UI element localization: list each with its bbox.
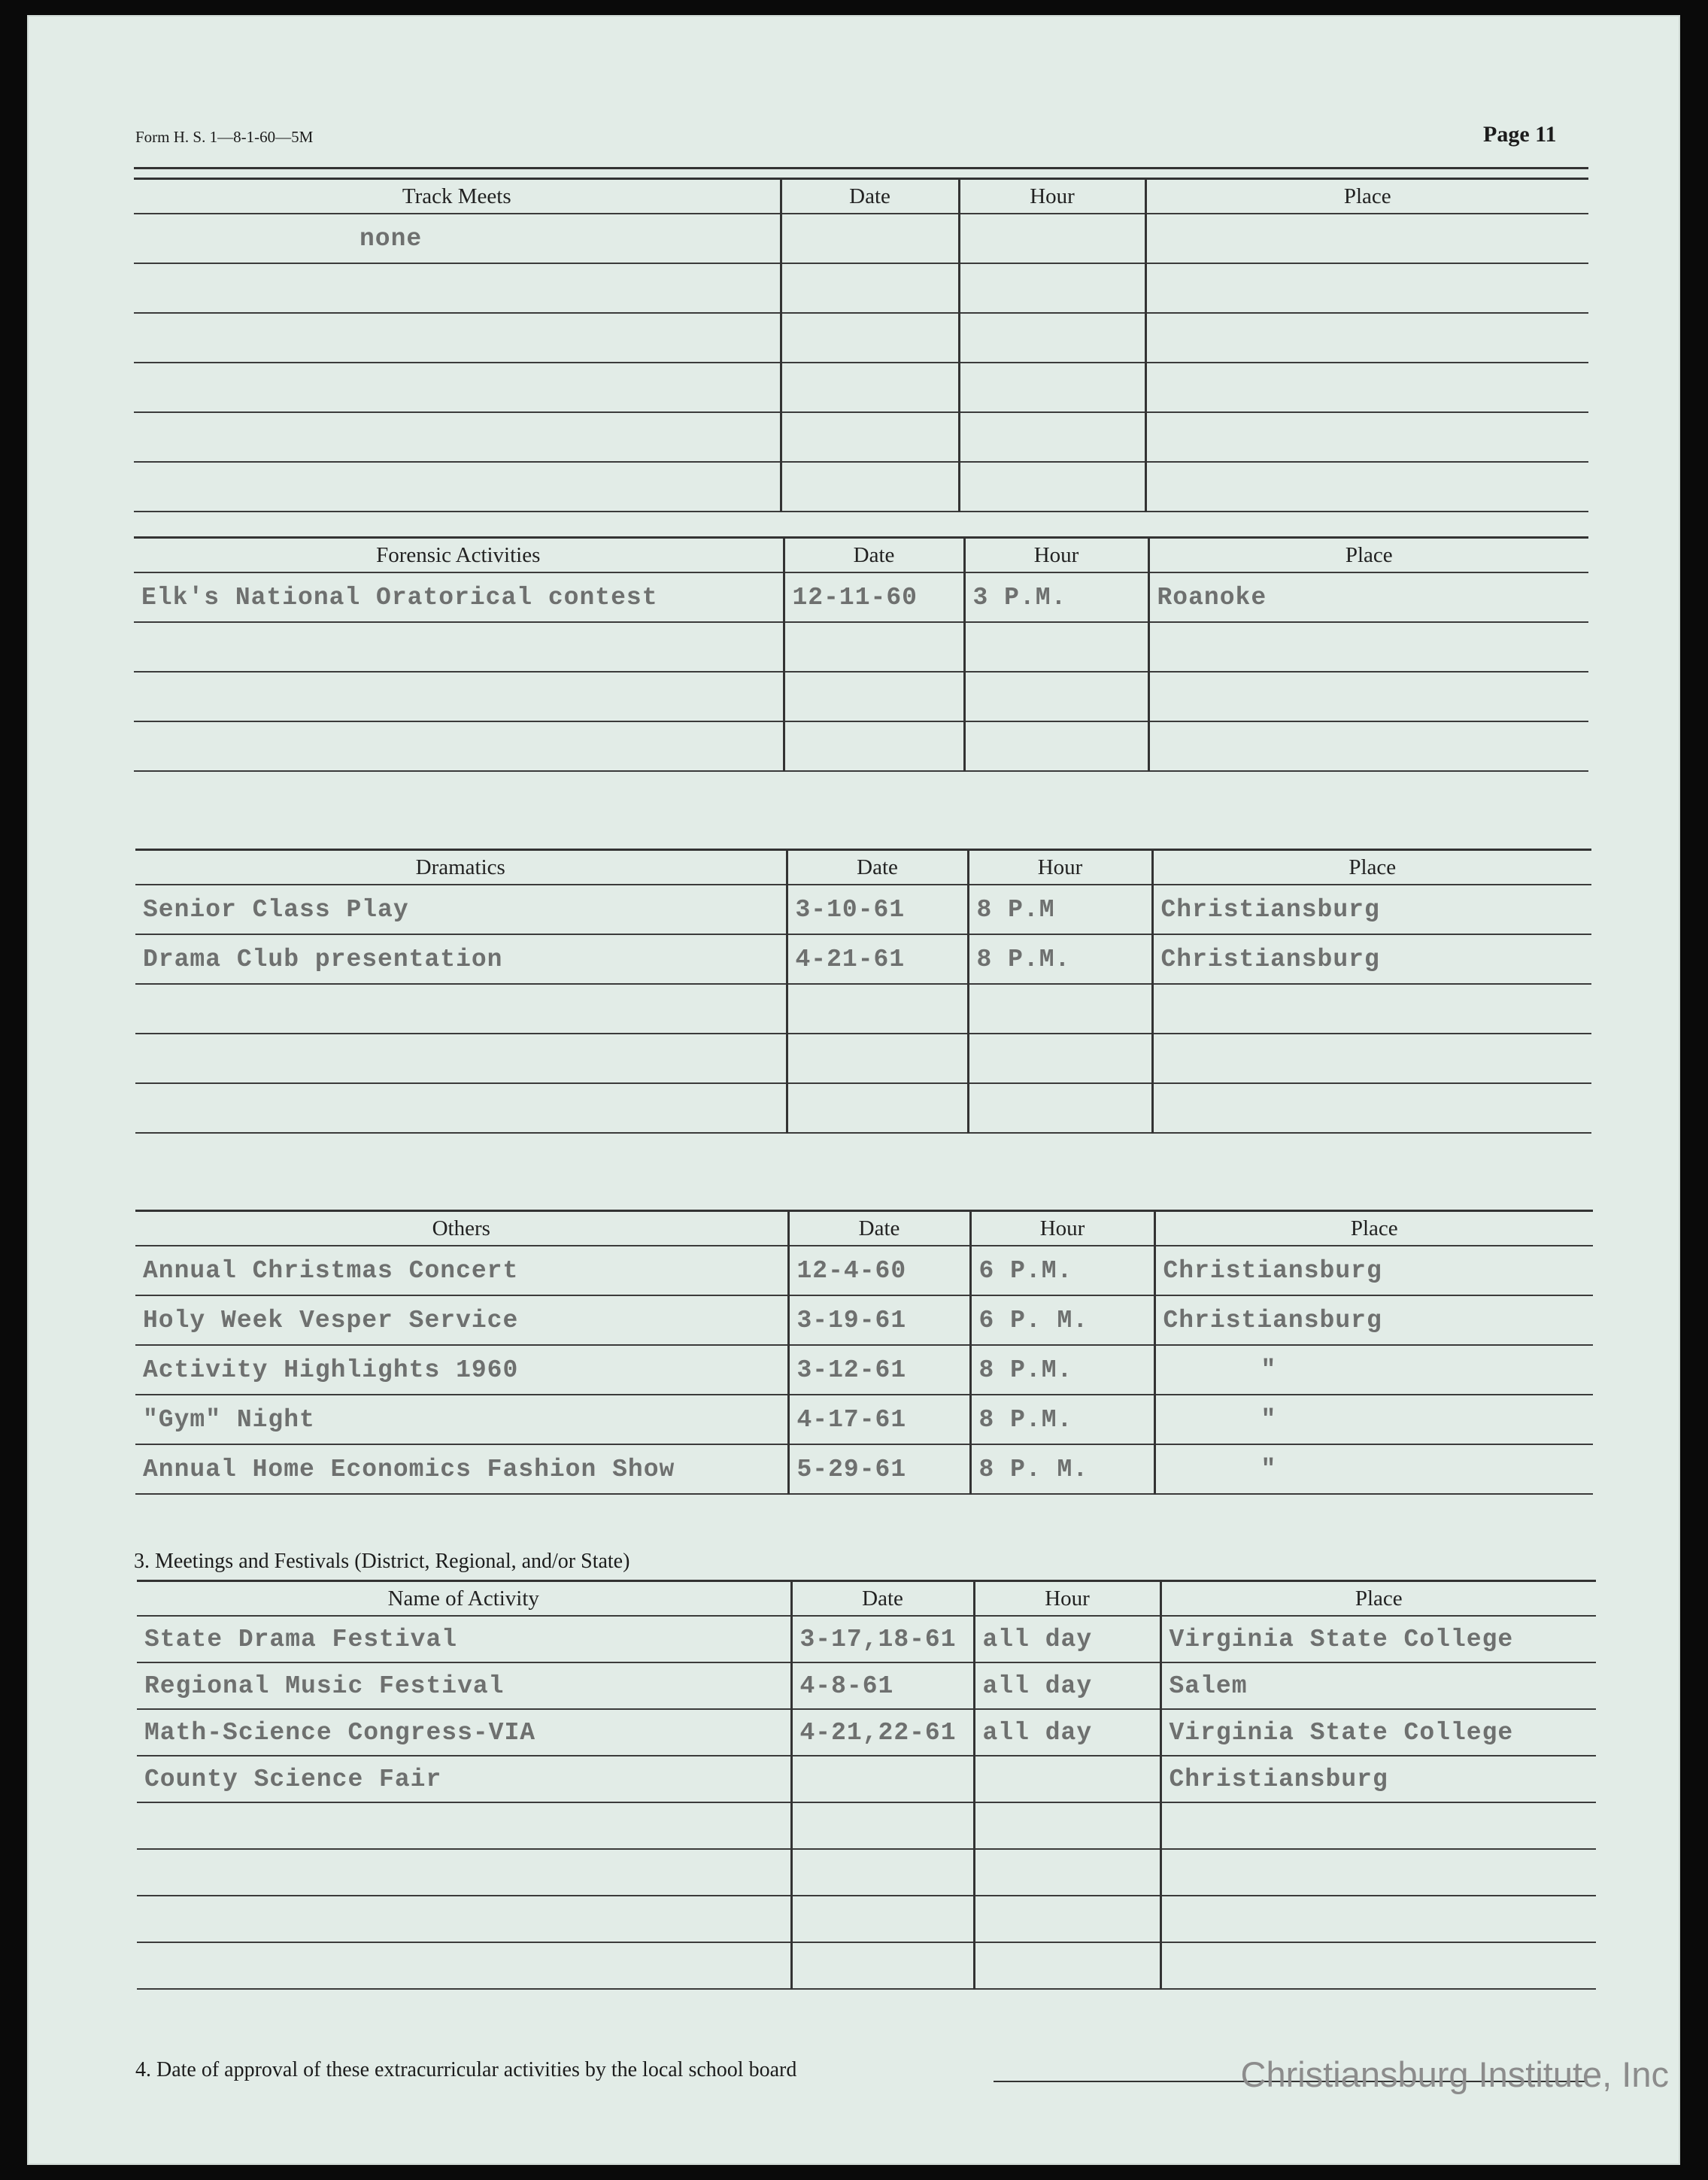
activity-cell[interactable] (137, 1942, 791, 1989)
table-row (137, 1616, 1596, 1662)
hour-cell[interactable]: all day (974, 1662, 1160, 1709)
place-cell[interactable]: " (1154, 1345, 1593, 1395)
table-row (137, 1802, 1596, 1849)
place-cell[interactable]: Roanoke (1148, 572, 1588, 622)
activity-cell[interactable]: Elk's National Oratorical contest (134, 572, 784, 622)
hour-cell[interactable]: 8 P. M. (970, 1444, 1154, 1494)
activity-cell[interactable]: Senior Class Play (135, 885, 787, 934)
date-cell[interactable] (784, 721, 964, 771)
place-cell[interactable] (1160, 1942, 1596, 1989)
place-cell[interactable] (1152, 984, 1591, 1034)
table-row (134, 672, 1588, 721)
dramatics-header: Dramatics (135, 850, 787, 885)
place-cell[interactable]: Christiansburg (1152, 885, 1591, 934)
date-cell[interactable]: 12-4-60 (788, 1246, 970, 1295)
activity-cell[interactable] (134, 721, 784, 771)
table-row (135, 934, 1591, 984)
table-row (137, 1849, 1596, 1896)
others-table (135, 1210, 1593, 1495)
date-header: Date (781, 179, 959, 214)
place-cell[interactable] (1148, 622, 1588, 672)
place-cell[interactable]: Virginia State College (1160, 1616, 1596, 1662)
table-row (135, 1083, 1591, 1133)
track-meets-header: Track Meets (134, 179, 781, 214)
hour-cell[interactable]: all day (974, 1616, 1160, 1662)
meetings-section-label: 3. Meetings and Festivals (District, Regional, and/or State) (134, 1550, 630, 1573)
meetings-festivals-table (137, 1580, 1596, 1990)
date-cell[interactable]: 4-8-61 (791, 1662, 974, 1709)
table-row (134, 363, 1588, 412)
forensic-header: Forensic Activities (134, 538, 784, 573)
table-row (134, 313, 1588, 363)
hour-cell[interactable]: 8 P.M. (970, 1395, 1154, 1444)
hour-cell[interactable] (974, 1849, 1160, 1896)
table-row (135, 1246, 1593, 1295)
place-cell[interactable] (1148, 672, 1588, 721)
table-row (135, 1345, 1593, 1395)
activity-cell[interactable] (137, 1896, 791, 1942)
hour-header: Hour (968, 850, 1152, 885)
place-cell[interactable] (1145, 462, 1588, 512)
place-cell[interactable] (1145, 363, 1588, 412)
place-cell[interactable] (1145, 412, 1588, 462)
date-header: Date (788, 1211, 970, 1246)
date-cell[interactable] (781, 214, 959, 263)
date-cell[interactable]: 12-11-60 (784, 572, 964, 622)
hour-cell[interactable] (968, 984, 1152, 1034)
hour-cell[interactable]: 3 P.M. (964, 572, 1148, 622)
header-rule (134, 167, 1588, 169)
place-cell[interactable]: Salem (1160, 1662, 1596, 1709)
table-row (134, 572, 1588, 622)
place-cell[interactable] (1152, 1034, 1591, 1083)
date-cell[interactable] (784, 672, 964, 721)
form-sheet (27, 15, 1680, 2165)
form-id: Form H. S. 1—8-1-60—5M (135, 128, 314, 146)
place-cell[interactable]: " (1154, 1444, 1593, 1494)
place-header: Place (1148, 538, 1588, 573)
date-cell[interactable] (787, 1083, 968, 1133)
date-cell[interactable]: 4-21-61 (787, 934, 968, 984)
activity-cell[interactable] (135, 984, 787, 1034)
activity-cell[interactable] (137, 1802, 791, 1849)
track-meets-table (134, 178, 1588, 512)
activity-cell[interactable] (134, 462, 781, 512)
activity-cell[interactable]: Activity Highlights 1960 (135, 1345, 788, 1395)
table-row (135, 885, 1591, 934)
date-cell[interactable] (781, 412, 959, 462)
hour-cell[interactable] (964, 622, 1148, 672)
table-row (135, 1444, 1593, 1494)
activity-cell[interactable]: "Gym" Night (135, 1395, 788, 1444)
activity-cell[interactable]: County Science Fair (137, 1756, 791, 1802)
date-cell[interactable]: 3-10-61 (787, 885, 968, 934)
dramatics-table (135, 849, 1591, 1134)
hour-cell[interactable] (959, 313, 1145, 363)
hour-cell[interactable] (959, 214, 1145, 263)
table-row (134, 412, 1588, 462)
activity-cell[interactable]: Math-Science Congress-VIA (137, 1709, 791, 1756)
place-cell[interactable] (1160, 1849, 1596, 1896)
hour-cell[interactable] (974, 1896, 1160, 1942)
hour-cell[interactable]: 6 P. M. (970, 1295, 1154, 1345)
hour-cell[interactable] (974, 1942, 1160, 1989)
place-cell[interactable]: " (1154, 1395, 1593, 1444)
place-cell[interactable]: Christiansburg (1154, 1295, 1593, 1345)
table-row (134, 263, 1588, 313)
place-cell[interactable]: Virginia State College (1160, 1709, 1596, 1756)
place-header: Place (1160, 1581, 1596, 1617)
hour-cell[interactable] (959, 363, 1145, 412)
activity-cell[interactable] (137, 1849, 791, 1896)
date-cell[interactable] (791, 1802, 974, 1849)
place-cell[interactable]: Christiansburg (1152, 934, 1591, 984)
table-row (134, 721, 1588, 771)
date-cell[interactable]: 3-12-61 (788, 1345, 970, 1395)
activity-cell[interactable]: none (134, 214, 781, 263)
hour-header: Hour (970, 1211, 1154, 1246)
date-cell[interactable]: 4-17-61 (788, 1395, 970, 1444)
hour-cell[interactable]: all day (974, 1709, 1160, 1756)
place-cell[interactable]: Christiansburg (1154, 1246, 1593, 1295)
date-cell[interactable] (791, 1849, 974, 1896)
activity-cell[interactable]: Drama Club presentation (135, 934, 787, 984)
hour-cell[interactable] (959, 412, 1145, 462)
hour-cell[interactable] (964, 672, 1148, 721)
approval-label: 4. Date of approval of these extracurricular activities by the local school board (135, 2058, 797, 2081)
date-header: Date (791, 1581, 974, 1617)
table-row (135, 1395, 1593, 1444)
place-cell[interactable] (1145, 313, 1588, 363)
place-cell[interactable]: Christiansburg (1160, 1756, 1596, 1802)
hour-cell[interactable] (964, 721, 1148, 771)
date-cell[interactable] (784, 622, 964, 672)
date-cell[interactable]: 3-19-61 (788, 1295, 970, 1345)
place-cell[interactable] (1160, 1802, 1596, 1849)
activity-cell[interactable] (134, 672, 784, 721)
date-cell[interactable] (791, 1896, 974, 1942)
date-cell[interactable] (781, 263, 959, 313)
date-cell[interactable] (781, 462, 959, 512)
hour-header: Hour (964, 538, 1148, 573)
hour-cell[interactable]: 8 P.M (968, 885, 1152, 934)
date-cell[interactable]: 5-29-61 (788, 1444, 970, 1494)
hour-cell[interactable]: 8 P.M. (968, 934, 1152, 984)
hour-cell[interactable] (974, 1802, 1160, 1849)
activity-cell[interactable] (134, 622, 784, 672)
place-cell[interactable] (1145, 263, 1588, 313)
place-cell[interactable] (1152, 1083, 1591, 1133)
activity-cell[interactable]: Regional Music Festival (137, 1662, 791, 1709)
hour-header: Hour (974, 1581, 1160, 1617)
activity-cell[interactable]: Annual Christmas Concert (135, 1246, 788, 1295)
date-header: Date (784, 538, 964, 573)
table-row (137, 1662, 1596, 1709)
others-header: Others (135, 1211, 788, 1246)
activity-cell[interactable] (134, 263, 781, 313)
place-cell[interactable] (1160, 1896, 1596, 1942)
activity-cell[interactable] (134, 363, 781, 412)
table-row (137, 1942, 1596, 1989)
place-cell[interactable] (1145, 214, 1588, 263)
place-header: Place (1145, 179, 1588, 214)
hour-cell[interactable] (959, 462, 1145, 512)
table-row (135, 984, 1591, 1034)
activity-cell[interactable]: Annual Home Economics Fashion Show (135, 1444, 788, 1494)
table-row (134, 462, 1588, 512)
table-row (134, 214, 1588, 263)
hour-cell[interactable] (968, 1034, 1152, 1083)
forensic-activities-table (134, 536, 1588, 772)
activity-cell[interactable] (135, 1083, 787, 1133)
date-cell[interactable]: 3-17,18-61 (791, 1616, 974, 1662)
activity-cell[interactable] (134, 313, 781, 363)
place-header: Place (1152, 850, 1591, 885)
hour-cell[interactable] (968, 1083, 1152, 1133)
table-row (137, 1709, 1596, 1756)
date-cell[interactable] (787, 1034, 968, 1083)
date-cell[interactable]: 4-21,22-61 (791, 1709, 974, 1756)
hour-cell[interactable]: 6 P.M. (970, 1246, 1154, 1295)
date-header: Date (787, 850, 968, 885)
watermark: Christiansburg Institute, Inc (1240, 2054, 1669, 2094)
date-cell[interactable] (791, 1756, 974, 1802)
date-cell[interactable] (781, 313, 959, 363)
table-row (137, 1896, 1596, 1942)
table-row (135, 1034, 1591, 1083)
place-cell[interactable] (1148, 721, 1588, 771)
page-number: Page 11 (1483, 122, 1557, 147)
hour-cell[interactable]: 8 P.M. (970, 1345, 1154, 1395)
activity-cell[interactable] (134, 412, 781, 462)
hour-cell[interactable] (959, 263, 1145, 313)
hour-cell[interactable] (974, 1756, 1160, 1802)
date-cell[interactable] (781, 363, 959, 412)
table-row (134, 622, 1588, 672)
date-cell[interactable] (787, 984, 968, 1034)
place-header: Place (1154, 1211, 1593, 1246)
table-row (137, 1756, 1596, 1802)
activity-cell[interactable]: Holy Week Vesper Service (135, 1295, 788, 1345)
name-of-activity-header: Name of Activity (137, 1581, 791, 1617)
activity-cell[interactable] (135, 1034, 787, 1083)
activity-cell[interactable]: State Drama Festival (137, 1616, 791, 1662)
date-cell[interactable] (791, 1942, 974, 1989)
table-row (135, 1295, 1593, 1345)
hour-header: Hour (959, 179, 1145, 214)
